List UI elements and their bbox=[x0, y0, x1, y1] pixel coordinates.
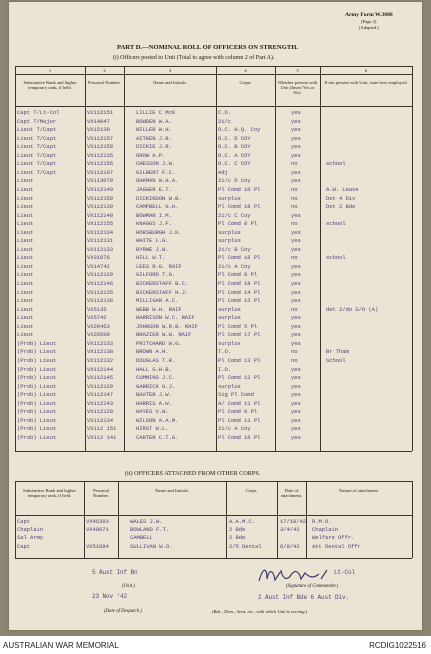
officer-number: VX112134 bbox=[87, 228, 114, 236]
officer-name: PRITCHARD W.G. bbox=[136, 339, 182, 347]
signature-label: (Signature of Commander.) bbox=[286, 584, 339, 589]
officer-number: VX112158 bbox=[87, 143, 114, 151]
column-rule bbox=[275, 66, 276, 451]
table-rule bbox=[15, 106, 412, 107]
officer-name: HARRIS A.W. bbox=[136, 399, 172, 407]
table-rule bbox=[15, 451, 412, 452]
attached-corps: 2/5 Dental bbox=[229, 542, 262, 550]
officer-rank: (Prob) Lieut bbox=[17, 408, 57, 416]
officer-name: WEBB W.H. RAIF bbox=[136, 305, 182, 313]
column-rule bbox=[15, 66, 16, 451]
section-i-title: (i) Officers posted to Unit (Total to agree with column 2 of Part A). bbox=[113, 55, 275, 61]
section-ii-title: (ii) OFFICERS ATTACHED FROM OTHER CORPS. bbox=[125, 470, 261, 477]
officer-corps: Pl Comd 14 Pl bbox=[218, 288, 261, 296]
officer-number: VX113070 bbox=[87, 177, 114, 185]
officer-present: yes bbox=[291, 382, 301, 390]
officer-present: yes bbox=[291, 151, 301, 159]
officer-rank: Lieut bbox=[17, 262, 34, 270]
officer-name: GILBERT F.C. bbox=[136, 168, 176, 176]
despatch-date: 23 Nov '42 bbox=[92, 593, 128, 600]
officer-name: BRAZIER W.W. RAIF bbox=[136, 331, 192, 339]
table-rule bbox=[15, 481, 412, 482]
officer-employment: School bbox=[326, 356, 346, 364]
officer-number: VX112150 bbox=[87, 194, 114, 202]
column-header: Whether present with Unit (Insert Yes or No). bbox=[277, 80, 318, 95]
officer-present: yes bbox=[291, 237, 301, 245]
officer-rank: Lieut T/Capt bbox=[17, 126, 57, 134]
officer-employment: det 2/do S/O (A) bbox=[326, 305, 379, 313]
officer-rank: Lieut T/Capt bbox=[17, 168, 57, 176]
officer-name: HILL W.T. bbox=[136, 254, 166, 262]
officer-rank: (Prob) Lieut bbox=[17, 433, 57, 441]
officer-rank: Lieut bbox=[17, 237, 34, 245]
officer-present: yes bbox=[291, 391, 301, 399]
officer-name: WILSON A.A.M. bbox=[136, 416, 179, 424]
column-number: 3 bbox=[168, 68, 172, 73]
officer-name: BROWN A.H. bbox=[136, 348, 169, 356]
attachment-nature: Att Dental Offr bbox=[312, 542, 361, 550]
officer-corps: Pl Comd 11 Pl bbox=[218, 416, 261, 424]
officer-number: VX112147 bbox=[87, 391, 114, 399]
table-rule bbox=[15, 515, 412, 516]
officer-corps: Pl Comd 5 Pl bbox=[218, 322, 258, 330]
attachment-nature: Welfare Offr. bbox=[312, 534, 355, 542]
officer-name: JOHNSON W.R.B. RAIF bbox=[136, 322, 198, 330]
column-number: 5 bbox=[296, 68, 299, 73]
officer-name: LILLIE C McK bbox=[136, 109, 176, 116]
officer-number: VX5135 bbox=[87, 305, 107, 313]
officer-corps: Pl Comd 13 Pl bbox=[218, 356, 261, 364]
officer-rank: Lieut bbox=[17, 254, 34, 262]
officer-name: MILLIGAN A.C. bbox=[136, 297, 179, 305]
column-header: Personal Number. bbox=[93, 488, 109, 498]
officer-name: DICKINSON W.B. bbox=[136, 194, 182, 202]
officer-number: VX112136 bbox=[87, 297, 114, 305]
attached-number: VX48071 bbox=[86, 526, 109, 534]
officer-rank: Lieut T/Capt bbox=[17, 143, 57, 151]
officer-present: no bbox=[291, 220, 298, 228]
officer-corps: C.O. bbox=[218, 109, 232, 116]
officer-number: VX112157 bbox=[87, 134, 114, 142]
attached-rank: Chaplain bbox=[17, 526, 44, 534]
officer-corps: 2i/c D Coy bbox=[218, 177, 251, 185]
officer-rank: Capt T/Major bbox=[17, 117, 57, 125]
officer-rank: Lieut bbox=[17, 194, 34, 202]
column-rule bbox=[85, 66, 86, 451]
column-header: Personal Number. bbox=[88, 80, 121, 85]
column-header: Name and Initials. bbox=[153, 80, 187, 85]
officer-number: VX112133 bbox=[87, 245, 114, 253]
officer-corps: 2i/c bbox=[218, 117, 232, 125]
officer-number: VX112156 bbox=[87, 160, 114, 168]
officer-name: HAYES V.W. bbox=[136, 408, 169, 416]
column-rule bbox=[412, 481, 413, 558]
officer-number: VX112128 bbox=[87, 408, 114, 416]
officer-present: yes bbox=[291, 109, 301, 116]
officer-present: yes bbox=[291, 416, 301, 424]
officer-name: JAGGER E.T. bbox=[136, 185, 172, 193]
officer-rank: (Prob) Lieut bbox=[17, 425, 57, 433]
officer-corps: Pl Comd 18 Pl bbox=[218, 203, 261, 211]
attached-number: VX45393 bbox=[86, 518, 109, 525]
column-header: If not present with Unit, state how employed. bbox=[324, 80, 408, 85]
officer-present: yes bbox=[291, 433, 301, 441]
attached-number: VX51084 bbox=[86, 542, 109, 550]
officer-number: VX15138 bbox=[87, 126, 110, 134]
officer-rank: Lieut bbox=[17, 228, 34, 236]
officer-number: VX112139 bbox=[87, 203, 114, 211]
officer-rank: Lieut bbox=[17, 245, 34, 253]
officer-present: yes bbox=[291, 271, 301, 279]
officer-rank: (Prob) Lieut bbox=[17, 356, 57, 364]
officer-corps: Pl Comd 12 Pl bbox=[218, 374, 261, 382]
officer-present: yes bbox=[291, 245, 301, 253]
officer-present: yes bbox=[291, 134, 301, 142]
officer-name: LEES R.G. RAIF bbox=[136, 262, 182, 270]
officer-present: yes bbox=[291, 314, 301, 322]
officer-employment: A.W. Leave bbox=[326, 185, 359, 193]
page-label: (Page 2) bbox=[361, 19, 377, 24]
officer-rank: Lieut bbox=[17, 211, 34, 219]
officer-corps: surplus bbox=[218, 194, 241, 202]
officer-corps: surplus bbox=[218, 305, 241, 313]
army-form-label: Army Form W.3008 bbox=[345, 12, 393, 18]
officer-corps: O.C. B COY bbox=[218, 143, 251, 151]
table-rule bbox=[15, 74, 412, 75]
officer-number: VX112135 bbox=[87, 151, 114, 159]
officer-name: BOWDEN W.A. bbox=[136, 117, 172, 125]
attached-corps: 2 Bde bbox=[229, 534, 246, 542]
officer-name: HARRISON W.C. RAIF bbox=[136, 314, 195, 322]
officer-number: VX14742 bbox=[87, 262, 110, 270]
officer-rank: Lieut T/Capt bbox=[17, 160, 57, 168]
officer-present: yes bbox=[291, 177, 301, 185]
signature-rank: Lt-Col bbox=[334, 569, 356, 576]
officer-number: VX112107 bbox=[87, 168, 114, 176]
officer-rank: (Prob) Lieut bbox=[17, 374, 57, 382]
officer-number: VX112145 bbox=[87, 374, 114, 382]
officer-number: VX20453 bbox=[87, 322, 110, 330]
officer-rank: Lieut bbox=[17, 305, 34, 313]
attached-name: WALES J.W. bbox=[130, 518, 163, 525]
officer-rank: Lieut bbox=[17, 220, 34, 228]
officer-name: CUMMING J.C. bbox=[136, 374, 176, 382]
officer-corps: 2i/c A Coy bbox=[218, 262, 251, 270]
officer-present: yes bbox=[291, 425, 301, 433]
officer-corps: 2i/c B Coy bbox=[218, 245, 251, 253]
table-rule bbox=[15, 558, 412, 559]
officer-number: VX112133 bbox=[87, 339, 114, 347]
officer-present: yes bbox=[291, 399, 301, 407]
officer-name: HIRST W.L. bbox=[136, 425, 169, 433]
officer-number: VX112149 bbox=[87, 211, 114, 219]
officer-rank: Lieut bbox=[17, 185, 34, 193]
officer-name: BICKERSTAFF B.C. bbox=[136, 280, 189, 287]
officer-employment: school bbox=[326, 160, 346, 168]
officer-corps: Pl Comd 8 Pl bbox=[218, 271, 258, 279]
officer-number: VX112129 bbox=[87, 271, 114, 279]
officer-employment: school bbox=[326, 220, 346, 228]
officer-corps: surplus bbox=[218, 339, 241, 347]
officer-present: yes bbox=[291, 339, 301, 347]
attached-corps: 2 Bde bbox=[229, 526, 246, 534]
officer-rank: Lieut bbox=[17, 203, 34, 211]
officer-present: yes bbox=[291, 408, 301, 416]
officer-present: yes bbox=[291, 143, 301, 151]
officer-number: VX112132 bbox=[87, 356, 114, 364]
officer-name: DOUGLAS T.R. bbox=[136, 356, 176, 364]
officer-present: no bbox=[291, 185, 298, 193]
officer-number: VX5742 bbox=[87, 314, 107, 322]
officer-number: VX112155 bbox=[87, 220, 114, 228]
officer-number: VX112146 bbox=[87, 280, 114, 287]
officer-rank: (Prob) Lieut bbox=[17, 399, 57, 407]
officer-name: HALL G.H.B. bbox=[136, 365, 172, 373]
officer-number: VX112 151 bbox=[87, 425, 117, 433]
officer-present: no bbox=[291, 160, 298, 168]
officer-corps: surplus bbox=[218, 237, 241, 245]
officer-present: no bbox=[291, 305, 298, 313]
attached-name: SULLIVAN W.O. bbox=[130, 542, 173, 550]
officer-employment: Br Tham bbox=[326, 348, 349, 356]
column-number: 4 bbox=[244, 68, 247, 73]
officer-corps: 2i/c C Coy bbox=[218, 211, 251, 219]
column-header: Nature of attachment. bbox=[339, 488, 379, 493]
officer-corps: Pl Comd 17 Pl bbox=[218, 331, 261, 339]
column-rule bbox=[320, 66, 321, 451]
adapted-label: (Adapted.) bbox=[359, 25, 379, 30]
attached-corps: A.A.M.C. bbox=[229, 518, 256, 525]
officer-number: VX26509 bbox=[87, 331, 110, 339]
archive-footer bbox=[0, 636, 431, 654]
attached-rank: Capt bbox=[17, 518, 31, 525]
officer-number: VX112144 bbox=[87, 365, 114, 373]
officer-rank: Lieut bbox=[17, 271, 34, 279]
officer-name: OAKMAN W.H.A. bbox=[136, 177, 179, 185]
officer-rank: (Prob) Lieut bbox=[17, 382, 57, 390]
officer-rank: Lieut bbox=[17, 314, 34, 322]
column-number: 2 bbox=[103, 68, 106, 73]
officer-name: BOWMAN I.M. bbox=[136, 211, 172, 219]
officer-corps: Pl Comd 16 Pl bbox=[218, 254, 261, 262]
officer-corps: Pl Comd 18 Pl bbox=[218, 280, 261, 287]
column-header: Substantive Rank and higher temporary rank, if held. bbox=[23, 488, 76, 498]
column-number: 1 bbox=[48, 68, 52, 73]
officer-present: no bbox=[291, 203, 298, 211]
officer-corps: 2i/c A Coy bbox=[218, 425, 251, 433]
column-rule bbox=[124, 66, 125, 451]
attachment-nature: R.M.O. bbox=[312, 518, 332, 525]
officer-number: VX31076 bbox=[87, 254, 110, 262]
officer-corps: surplus bbox=[218, 314, 241, 322]
column-rule bbox=[226, 481, 227, 558]
attachment-nature: Chaplain bbox=[312, 526, 339, 534]
officer-name: GILFORD T.G. bbox=[136, 271, 176, 279]
officer-corps: A/ Comd 11 Pl bbox=[218, 399, 261, 407]
officer-name: BAXTER J.W. bbox=[136, 391, 172, 399]
column-rule bbox=[118, 481, 119, 558]
attachment-date: 17/10/42 bbox=[280, 518, 307, 525]
column-header: Date of attachment. bbox=[280, 488, 303, 498]
officer-number: VX112131 bbox=[87, 237, 114, 245]
officer-present: no bbox=[291, 348, 298, 356]
officer-rank: Lieut T/Capt bbox=[17, 151, 57, 159]
officer-name: WHITE L.G. bbox=[136, 237, 169, 245]
officer-name: WILLER W.H. bbox=[136, 126, 172, 134]
officer-present: yes bbox=[291, 126, 301, 134]
officer-corps: Pl Comd 12 Pl bbox=[218, 297, 261, 305]
officer-rank: Lieut bbox=[17, 280, 34, 287]
attached-name: BOWLAND F.T. bbox=[130, 526, 170, 534]
archive-name: AUSTRALIAN WAR MEMORIAL bbox=[3, 641, 119, 650]
officer-corps: surplus bbox=[218, 382, 241, 390]
officer-name: CARTER C.T.G. bbox=[136, 433, 179, 441]
officer-corps: O.C. H.Q. Coy bbox=[218, 126, 261, 134]
officer-rank: Lieut bbox=[17, 322, 34, 330]
column-rule bbox=[306, 481, 307, 558]
officer-number: VX14047 bbox=[87, 117, 110, 125]
officer-number: VX112151 bbox=[87, 109, 114, 116]
officer-rank: Lieut T/Capt bbox=[17, 134, 57, 142]
officer-corps: Pl Comd 16 Pl bbox=[218, 433, 261, 441]
officer-present: yes bbox=[291, 117, 301, 125]
column-header: Corps. bbox=[239, 80, 252, 85]
column-rule bbox=[84, 481, 85, 558]
officer-name: CHESSON J.W. bbox=[136, 160, 176, 168]
officer-present: yes bbox=[291, 322, 301, 330]
officer-name: GARRICK G.J. bbox=[136, 382, 176, 390]
officer-corps: T.O. bbox=[218, 348, 232, 356]
officer-rank: (Prob) Lieut bbox=[17, 348, 57, 356]
officer-corps: I.O. bbox=[218, 365, 232, 373]
officer-corps: surplus bbox=[218, 228, 241, 236]
officer-rank: (Prob) Lieut bbox=[17, 416, 57, 424]
officer-name: BYRNE J.W. bbox=[136, 245, 169, 253]
attached-rank: Sal Army bbox=[17, 534, 44, 542]
officer-name: BICKERSTAFF H.J. bbox=[136, 288, 189, 296]
officer-present: no bbox=[291, 254, 298, 262]
officer-name: CAMPBELL G.H. bbox=[136, 203, 179, 211]
officer-corps: Pl Comd 10 Pl bbox=[218, 185, 261, 193]
officer-present: yes bbox=[291, 168, 301, 176]
officer-corps: O.C. D COY bbox=[218, 134, 251, 142]
officer-corps: O.C. A COY bbox=[218, 151, 251, 159]
officer-employment: school bbox=[326, 254, 346, 262]
officer-number: VX112143 bbox=[87, 399, 114, 407]
column-header: Substantive Rank and higher temporary rank, if held. bbox=[23, 80, 77, 90]
officer-corps: O.C. C COY bbox=[218, 160, 251, 168]
officer-name: HORSBURGH J.K. bbox=[136, 228, 182, 236]
unit-value: 5 Aust Inf Bn bbox=[92, 569, 138, 576]
officer-rank: (Prob) Lieut bbox=[17, 365, 57, 373]
officer-present: yes bbox=[291, 262, 301, 270]
attachment-date: 6/9/42 bbox=[280, 542, 300, 550]
officer-present: yes bbox=[291, 365, 301, 373]
column-header: Name and Initials. bbox=[155, 488, 189, 493]
officer-corps: Pl Comd 9 Pl bbox=[218, 408, 258, 416]
officer-number: VX112138 bbox=[87, 348, 114, 356]
column-rule bbox=[216, 66, 217, 451]
officer-present: no bbox=[291, 194, 298, 202]
officer-rank: Lieut bbox=[17, 331, 34, 339]
attachment-date: 3/4/42 bbox=[280, 526, 300, 534]
officer-employment: Det 2 Bde bbox=[326, 203, 356, 211]
column-rule bbox=[412, 66, 413, 451]
officer-corps: Adj bbox=[218, 168, 228, 176]
officer-rank: Lieut bbox=[17, 177, 34, 185]
officer-present: yes bbox=[291, 331, 301, 339]
officer-rank: Lieut bbox=[17, 288, 34, 296]
officer-rank: (Prob) Lieut bbox=[17, 391, 57, 399]
officer-rank: Lieut bbox=[17, 297, 34, 305]
despatch-label: (Date of Despatch.) bbox=[104, 609, 142, 614]
officer-present: yes bbox=[291, 374, 301, 382]
column-header: Corps. bbox=[245, 488, 258, 493]
officer-present: yes bbox=[291, 288, 301, 296]
attached-rank: Capt bbox=[17, 542, 31, 550]
officer-number: VX112129 bbox=[87, 382, 114, 390]
officer-name: KNAGGS J.F. bbox=[136, 220, 172, 228]
officer-number: VX112 141 bbox=[87, 433, 117, 441]
officer-name: AITKEN J.B. bbox=[136, 134, 172, 142]
officer-corps: Sig Pl Comd bbox=[218, 391, 254, 399]
location-label: (Bde., Divn., Area, etc., with which Unit is serving.) bbox=[212, 609, 308, 614]
officer-name: GROW A.P. bbox=[136, 151, 166, 159]
attached-name: CAMBELL bbox=[130, 534, 153, 542]
location-value: 2 Aust Inf Bde 6 Aust Div. bbox=[258, 594, 350, 601]
table-rule bbox=[15, 66, 412, 67]
archive-reference: RCDIG1022516 bbox=[369, 641, 426, 650]
officer-name: DICKIE J.R. bbox=[136, 143, 172, 151]
officer-number: VX112134 bbox=[87, 416, 114, 424]
officer-present: yes bbox=[291, 280, 301, 287]
officer-present: yes bbox=[291, 228, 301, 236]
officer-present: yes bbox=[291, 297, 301, 305]
column-number: 6 bbox=[364, 68, 368, 73]
officer-present: no bbox=[291, 356, 298, 364]
officer-corps: Pl Comd 8 Pl bbox=[218, 220, 258, 228]
officer-number: VX112135 bbox=[87, 288, 114, 296]
column-rule bbox=[277, 481, 278, 558]
officer-employment: Det 4 Div bbox=[326, 194, 356, 202]
officer-present: yes bbox=[291, 211, 301, 219]
unit-label: (Unit.) bbox=[122, 584, 135, 589]
column-rule bbox=[15, 481, 16, 558]
officer-rank: Capt T/Lt-Col bbox=[17, 109, 60, 116]
officer-rank: (Prob) Lieut bbox=[17, 339, 57, 347]
officer-number: VX112140 bbox=[87, 185, 114, 193]
part-title: PART D.—NOMINAL ROLL OF OFFICERS ON STRENGTH. bbox=[117, 44, 298, 51]
